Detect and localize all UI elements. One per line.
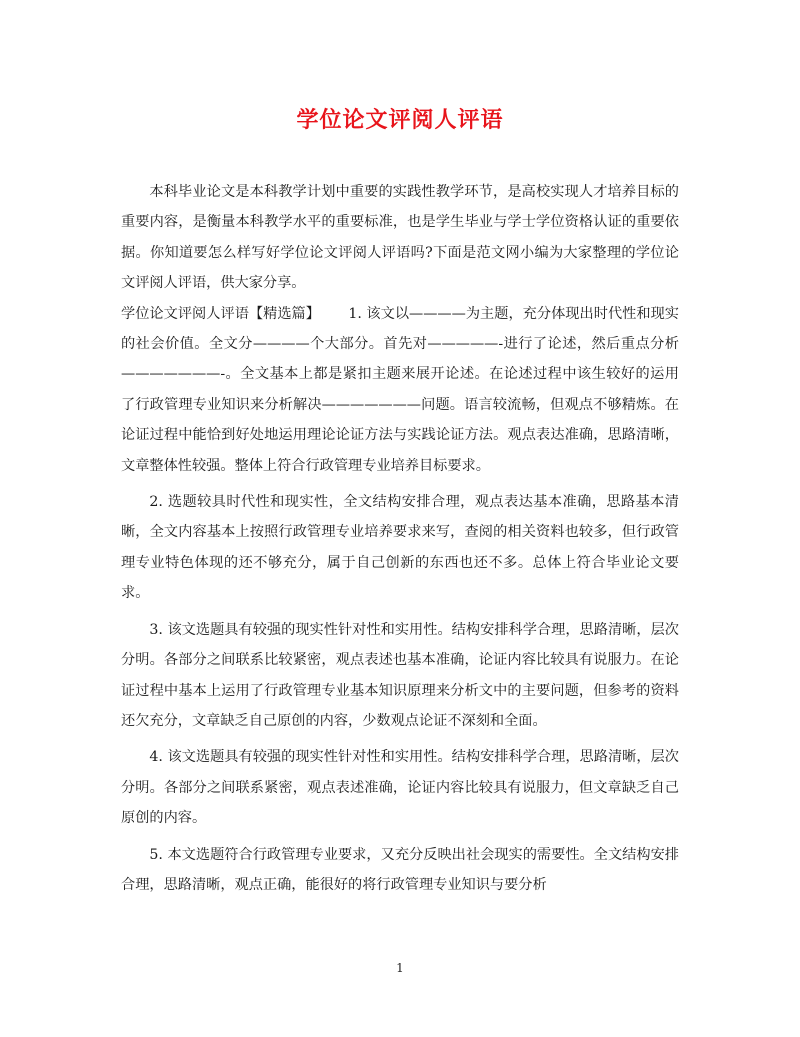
evaluation-item-2: 2. 选题较具时代性和现实性，全文结构安排合理，观点表达基本准确，思路基本清晰，全文内容基本上按照行政管理专业培养要求来写，查阅的相关资料也较多，但行政管理专业特色体现的还不够充分，属于自己创新的东西也还不多。总体上符合毕业论文要求。 — [121, 494, 679, 602]
intro-paragraph: 本科毕业论文是本科教学计划中重要的实践性教学环节，是高校实现人才培养目标的重要内容，是衡量本科教学水平的重要标准，也是学生毕业与学士学位资格认证的重要依据。你知道要怎么样写好学位论文评阅人评语吗?下面是范文网小编为大家整理的学位论文评阅人评语，供大家分享。 — [121, 184, 679, 292]
section-heading: 学位论文评阅人评语【精选篇】 — [121, 305, 320, 322]
document-body — [121, 177, 679, 900]
section-paragraph-1 — [121, 299, 679, 481]
evaluation-item-1: 1. 该文以————为主题，充分体现出时代性和现实的社会价值。全文分————个大部分。首先对—————-进行了论述，然后重点分析———————-。全文基本上都是紧扣主题来展开论述。在论述过程中该生较好的运用了行政管理专业知识来分析解决———————问题。语言较流畅，但观点不够精炼。在论证过程中能恰到好处地运用理论论证方法与实践论证方法。观点表达准确，思路清晰，文章整体性较强。整体上符合行政管理专业培养目标要求。 — [121, 305, 679, 474]
page-number: 1 — [396, 961, 404, 975]
document-title: 学位论文评阅人评语 — [296, 107, 504, 133]
evaluation-item-3: 3. 该文选题具有较强的现实性针对性和实用性。结构安排科学合理，思路清晰，层次分明。各部分之间联系比较紧密，观点表述也基本准确，论证内容比较具有说服力。在论证过程中基本上运用了行政管理专业基本知识原理来分析文中的主要问题，但参考的资料还欠充分，文章缺乏自己原创的内容，少数观点论证不深刻和全面。 — [121, 621, 679, 729]
evaluation-item-5: 5. 本文选题符合行政管理专业要求，又充分反映出社会现实的需要性。全文结构安排合理，思路清晰，观点正确，能很好的将行政管理专业知识与要分析 — [121, 846, 679, 893]
evaluation-item-4: 4. 该文选题具有较强的现实性针对性和实用性。结构安排科学合理，思路清晰，层次分明。各部分之间联系紧密，观点表述准确，论证内容比较具有说服力，但文章缺乏自己原创的内容。 — [121, 749, 679, 827]
